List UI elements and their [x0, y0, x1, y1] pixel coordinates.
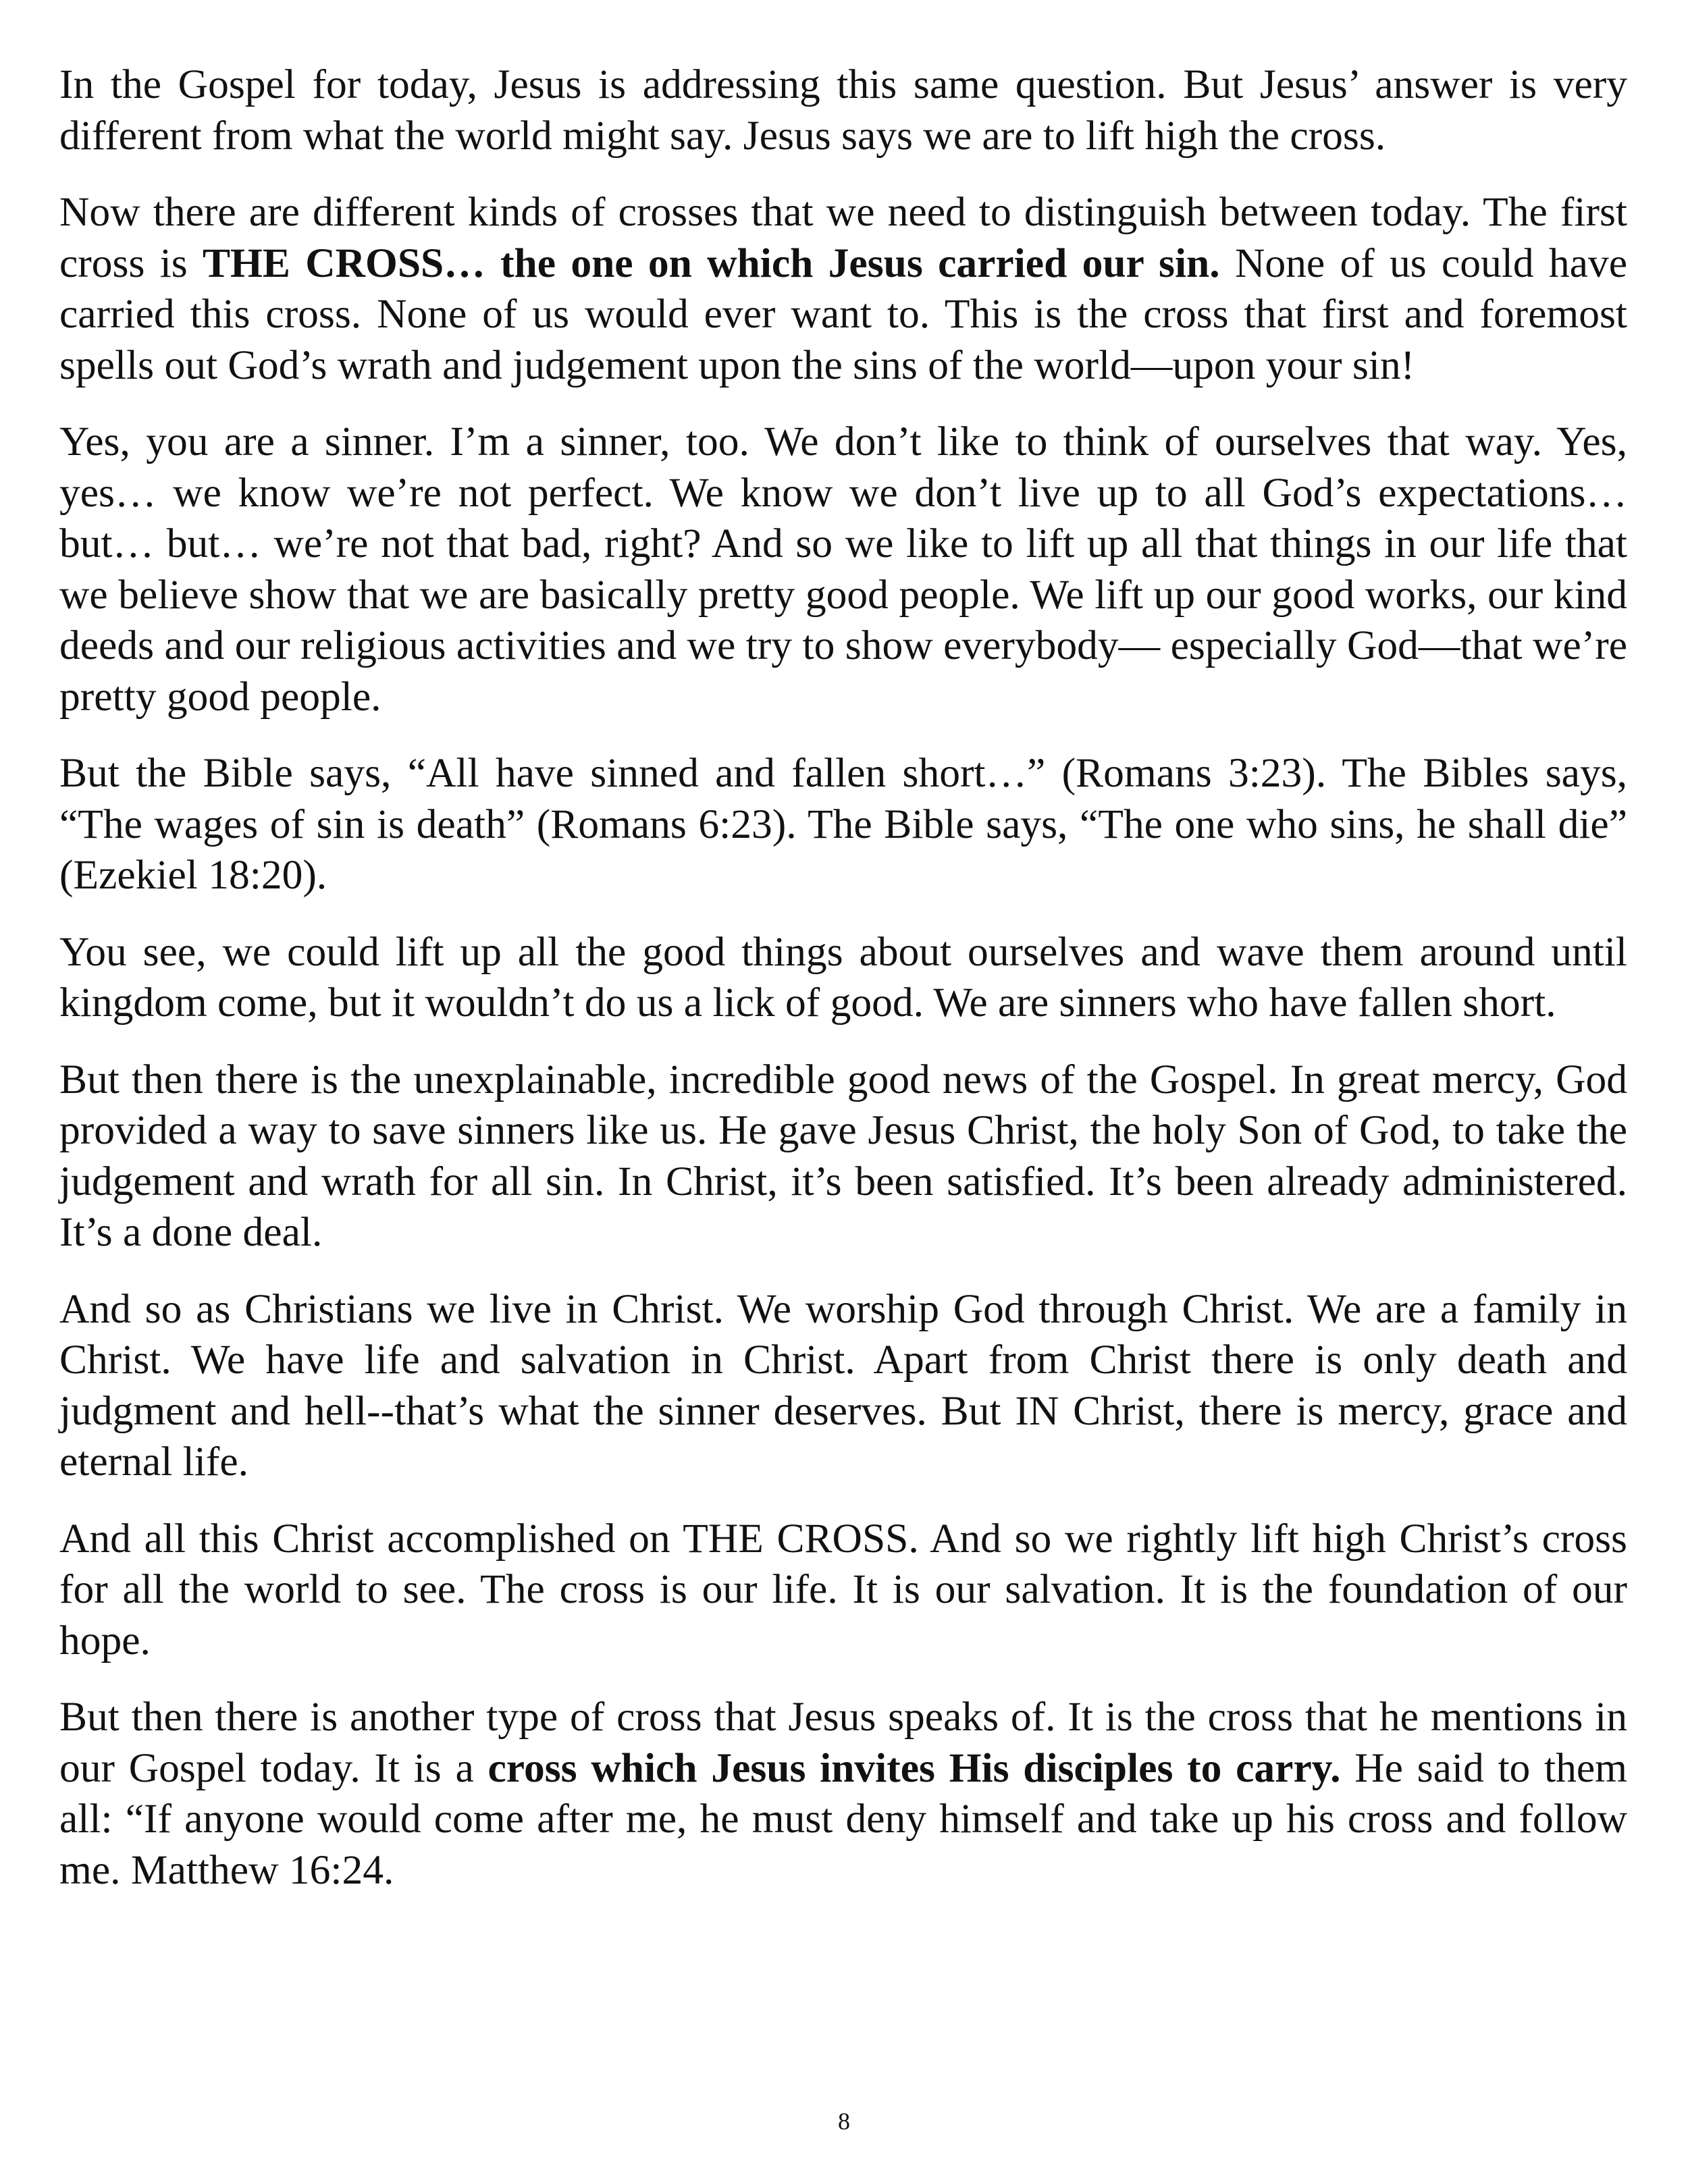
paragraph-bible-says: But the Bible says, “All have sinned and fallen short…” (Romans 3:23). The Bibles says, “The wages of sin is death” (Romans 6:23). The Bible says, “The one who sins, he shall die” (Ezekiel 18:20). [59, 750, 1627, 898]
page-number: 8 [838, 2108, 850, 2135]
paragraph-text: But then there is another type of cross that Jesus speaks of. It is the cross that he mentions in our Gospel today. It is a [59, 1694, 1627, 1791]
paragraph-accomplished: And all this Christ accomplished on THE CROSS. And so we rightly lift high Christ’s cross for all the world to see. The cross is our life. It is our salvation. It is the foundation of our hope. [59, 1515, 1627, 1663]
paragraph-good-news: But then there is the unexplainable, incredible good news of the Gospel. In great mercy, God provided a way to save sinners like us. He gave Jesus Christ, the holy Son of God, to take the judgement and wrath for all sin. In Christ, it’s been satisfied. It’s been already administered. It’s a done deal. [59, 1056, 1627, 1255]
paragraph-text: He said to them all: “If anyone would come after me, he must deny himself and take up his cross and follow me. Matthew 16:24. [59, 1744, 1627, 1893]
emphasis-text: cross which Jesus invites His disciples to carry. [487, 1744, 1341, 1791]
paragraph-text: Now there are different kinds of crosses that we need to distinguish between today. The first cross is [59, 189, 1627, 286]
emphasis-text: THE CROSS… the one on which Jesus carried our sin. [203, 240, 1220, 286]
paragraph-lift-up-good: You see, we could lift up all the good things about ourselves and wave them around until kingdom come, but it wouldn’t do us a lick of good. We are sinners who have fallen short. [59, 928, 1627, 1026]
document-body [59, 59, 1627, 1896]
paragraph-the-cross [59, 187, 1627, 391]
paragraph-in-christ: And so as Christians we live in Christ. We worship God through Christ. We are a family in Christ. We have life and salvation in Christ. Apart from Christ there is only death and judgment and hell--that’s what the sinner deserves. But IN Christ, there is mercy, grace and eternal life. [59, 1285, 1627, 1485]
paragraph-gospel-question: In the Gospel for today, Jesus is addressing this same question. But Jesus’ answer is very different from what the world might say. Jesus says we are to lift high the cross. [59, 61, 1627, 159]
paragraph-text: None of us could have carried this cross. None of us would ever want to. This is the cross that first and foremost spells out God’s wrath and judgement upon the sins of the world—upon your sin! [59, 240, 1627, 388]
paragraph-another-cross [59, 1692, 1627, 1896]
paragraph-sinner: Yes, you are a sinner. I’m a sinner, too. We don’t like to think of ourselves that way. Yes, yes… we know we’re not perfect. We know we don’t live up to all God’s expectations… but… but… we’re not that bad, right? And so we like to lift up all that things in our life that we believe show that we are basically pretty good people. We lift up our good works, our kind deeds and our religious activities and we try to show everybody— especially God—that we’re pretty good people. [59, 419, 1627, 720]
